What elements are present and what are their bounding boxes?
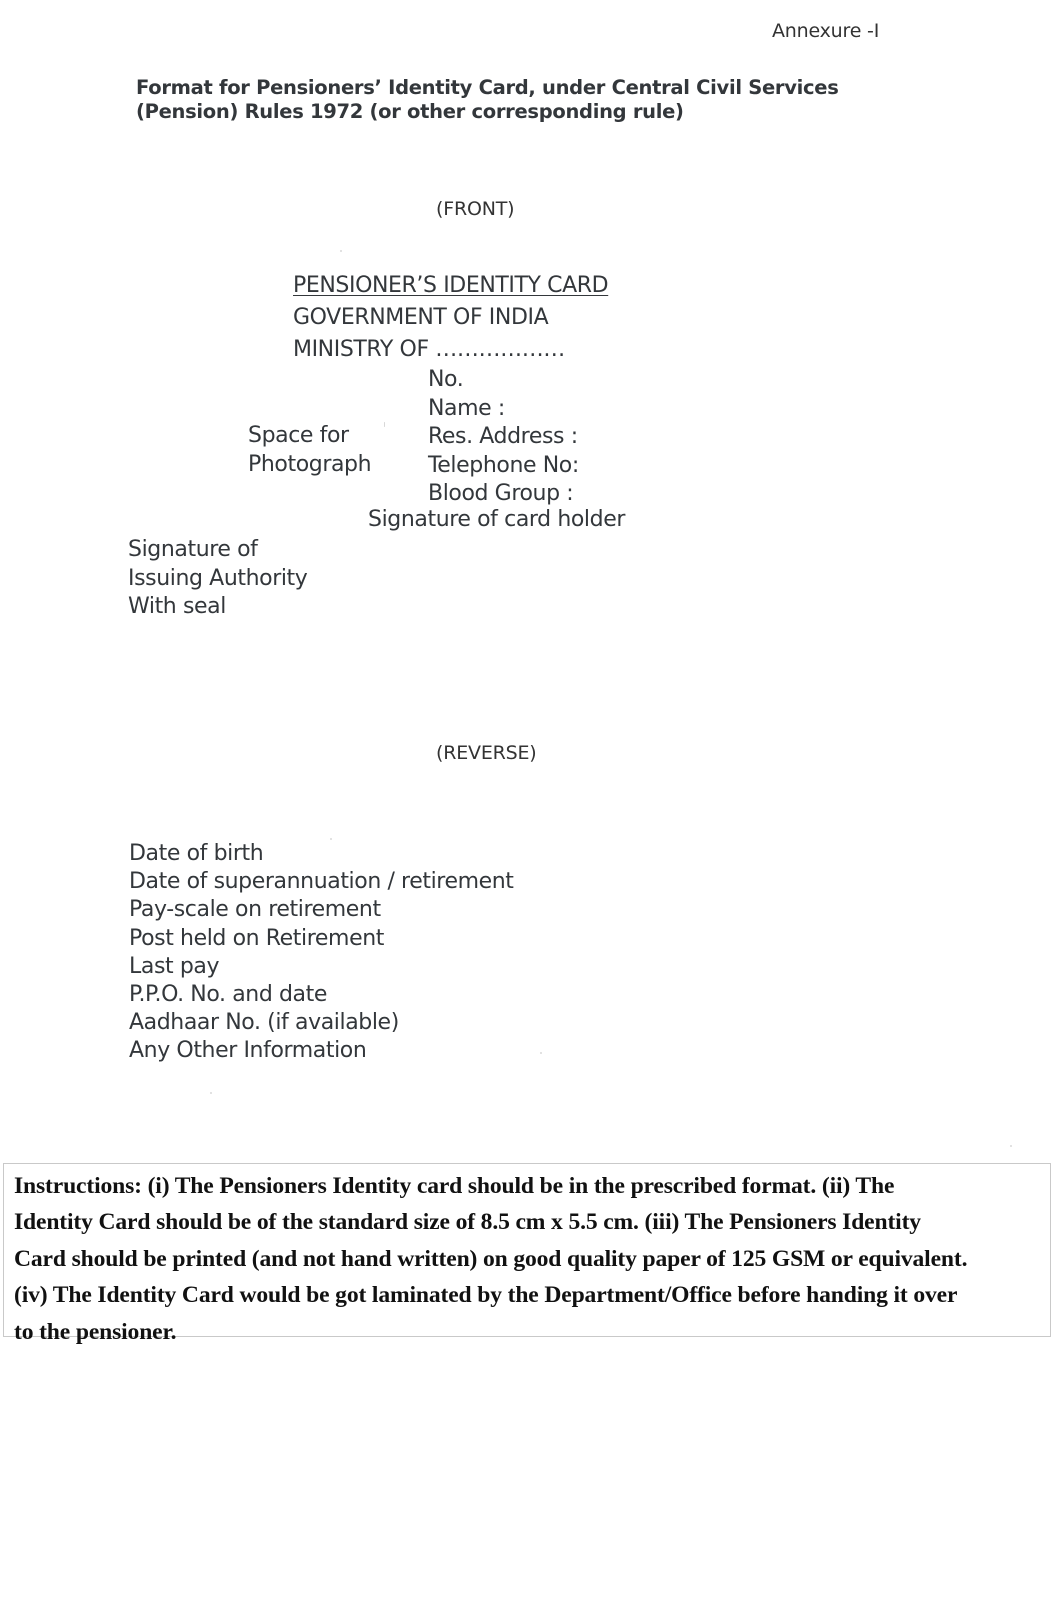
field-last-pay: Last pay — [129, 953, 220, 979]
field-res-address: Res. Address : — [428, 424, 578, 449]
field-post-held: Post held on Retirement — [129, 925, 384, 951]
field-aadhaar: Aadhaar No. (if available) — [129, 1010, 399, 1036]
instructions-line: Identity Card should be of the standard size of 8.5 cm x 5.5 cm. (iii) The Pensioners Identity — [14, 1209, 921, 1236]
ministry-line: MINISTRY OF ……………… — [293, 337, 565, 362]
document-title-line: Format for Pensioners’ Identity Card, under Central Civil Services — [136, 76, 839, 99]
card-heading: PENSIONER’S IDENTITY CARD — [293, 273, 609, 298]
issuing-authority-line: Issuing Authority — [128, 565, 308, 591]
scan-speck — [384, 422, 385, 427]
government-line: GOVERNMENT OF INDIA — [293, 305, 549, 330]
instructions-line: Instructions: (i) The Pensioners Identity card should be in the prescribed format. (ii) The — [14, 1173, 895, 1199]
reverse-field-list — [129, 840, 514, 1066]
field-pay-scale: Pay-scale on retirement — [129, 897, 381, 923]
scan-speck — [330, 838, 332, 840]
front-section-label: (FRONT) — [436, 198, 515, 220]
photograph-placeholder-line: Photograph — [248, 451, 372, 477]
instructions-line: (iv) The Identity Card would be got laminated by the Department/Office before handing it over — [14, 1282, 958, 1309]
field-date-of-superannuation: Date of superannuation / retirement — [129, 869, 514, 895]
photograph-placeholder-line: Space for — [248, 423, 349, 448]
instructions-box — [3, 1163, 1051, 1345]
scan-speck — [340, 250, 342, 252]
scan-speck — [1010, 1145, 1012, 1147]
photograph-placeholder — [248, 422, 371, 479]
front-field-list — [428, 366, 579, 509]
annexure-label: Annexure -I — [772, 20, 880, 42]
instructions-line: to the pensioner. — [14, 1318, 177, 1345]
issuing-authority-signature-label — [128, 536, 307, 622]
issuing-authority-line: With seal — [128, 594, 226, 619]
card-holder-signature-label: Signature of card holder — [368, 507, 625, 532]
instructions-line: Card should be printed (and not hand written) on good quality paper of 125 GSM or equivalent. — [14, 1245, 968, 1272]
issuing-authority-line: Signature of — [128, 537, 258, 562]
document-title-line: (Pension) Rules 1972 (or other corresponding rule) — [136, 100, 684, 123]
document-title — [136, 76, 839, 124]
field-name: Name : — [428, 395, 505, 421]
field-date-of-birth: Date of birth — [129, 841, 264, 866]
scan-speck — [210, 1092, 212, 1094]
field-ppo-number: P.P.O. No. and date — [129, 981, 327, 1007]
field-telephone: Telephone No: — [428, 452, 579, 478]
field-number: No. — [428, 367, 464, 392]
field-blood-group: Blood Group : — [428, 481, 574, 506]
field-other-information: Any Other Information — [129, 1038, 367, 1064]
reverse-section-label: (REVERSE) — [436, 742, 537, 764]
scan-speck — [540, 1052, 542, 1054]
